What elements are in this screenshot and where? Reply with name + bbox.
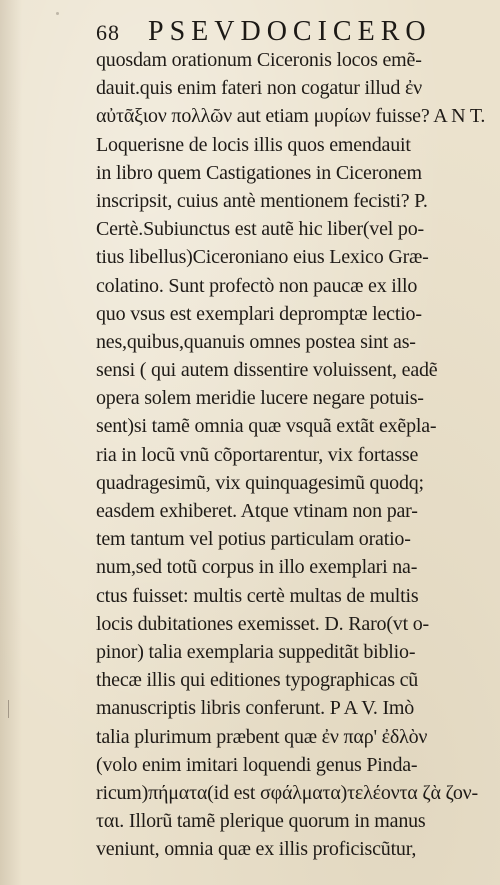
text-line: (volo enim imitari loquendi genus Pinda- xyxy=(96,753,418,776)
running-title: PSEVDOCICERO xyxy=(148,16,432,47)
text-line: thecæ illis qui editiones typographicas cũ xyxy=(96,669,419,692)
text-line: ται. Illorũ tamẽ plerique quorum in manus xyxy=(96,810,426,833)
text-line: ricum)πήματα(id est σφάλματα)τελέοντα ζὰ ζον- xyxy=(96,781,478,804)
text-line: tem tantum vel potius particulam oratio- xyxy=(96,528,411,551)
text-line: talia plurimum præbent quæ ἐν παρ' ἐδλὸν xyxy=(96,725,428,748)
text-line: num,sed totũ corpus in illo exemplari na- xyxy=(96,556,418,579)
text-line: manuscriptis libris conferunt. P A V. Imò xyxy=(96,697,415,720)
text-line: opera solem meridie lucere negare potuis- xyxy=(96,387,424,410)
text-line: Loquerisne de locis illis quos emendauit xyxy=(96,133,411,156)
text-line: nes,quibus,quanuis omnes postea sint as- xyxy=(96,330,416,353)
text-line: ria in locũ vnũ cõportarentur, vix fortasse xyxy=(96,443,419,466)
text-line: dauit.quis enim fateri non cogatur illud ἐν xyxy=(96,77,422,100)
text-line: pinor) talia exemplaria suppeditãt biblio- xyxy=(96,640,416,663)
body-text xyxy=(96,46,486,863)
text-line: quadragesimũ, vix quinquagesimũ quodq; xyxy=(96,471,424,494)
page-number: 68 xyxy=(96,20,120,45)
text-line: colatino. Sunt profectò non paucæ ex illo xyxy=(96,274,418,297)
text-line: in libro quem Castigationes in Ciceronem xyxy=(96,161,422,184)
text-line: quo vsus est exemplari depromptæ lectio- xyxy=(96,302,422,325)
text-line: locis dubitationes exemisset. D. Raro(vt o- xyxy=(96,612,430,635)
text-line: inscripsit, cuius antè mentionem fecisti? P. xyxy=(96,189,428,212)
binding-gutter-shadow xyxy=(0,0,22,885)
text-line: αὐτᾶξιον πολλῶν aut etiam μυρίων fuisse? A N T. xyxy=(96,105,486,128)
text-line: easdem exhiberet. Atque vtinam non par- xyxy=(96,500,418,522)
text-line: sensi ( qui autem dissentire voluissent, eadẽ xyxy=(96,359,438,382)
paper-speck xyxy=(56,12,59,15)
text-line: sent)si tamẽ omnia quæ vsquã extãt exẽpla- xyxy=(96,415,437,438)
text-line: tius libellus)Ciceroniano eius Lexico Græ- xyxy=(96,246,429,269)
text-line: veniunt, omnia quæ ex illis proficiscũtur, xyxy=(96,838,417,861)
margin-mark xyxy=(8,700,14,718)
text-line: Certè.Subiunctus est autẽ hic liber(vel po- xyxy=(96,218,424,241)
text-line: quosdam orationum Ciceronis locos emẽ- xyxy=(96,49,422,71)
text-line: ctus fuisset: multis certè multas de multis xyxy=(96,584,419,607)
